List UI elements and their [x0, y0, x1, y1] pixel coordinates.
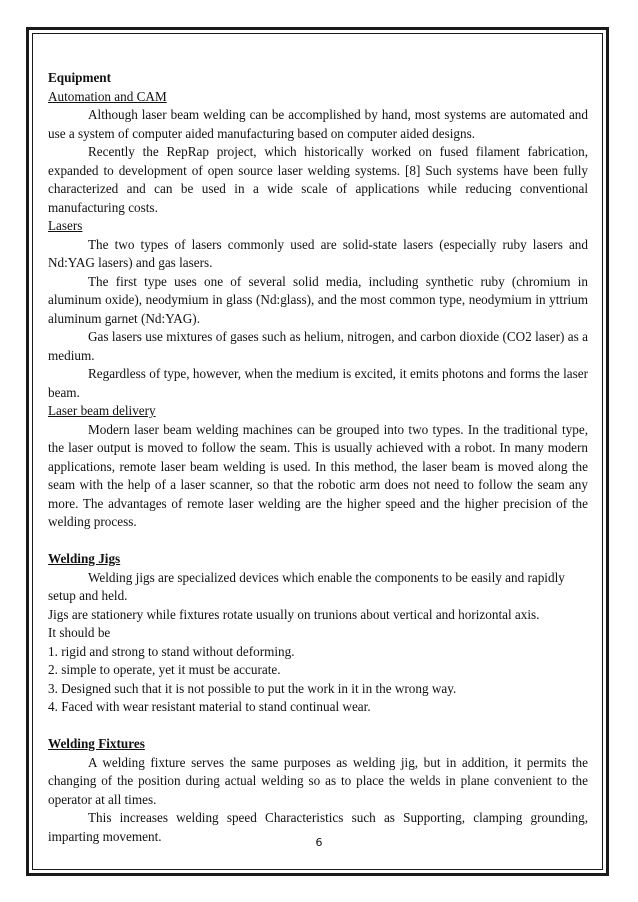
- automation-paragraph-1: Although laser beam welding can be accomplished by hand, most systems are automated and use a system of computer aided manufacturing based on computer aided designs.: [48, 107, 588, 141]
- lasers-paragraph-3: Gas lasers use mixtures of gases such as helium, nitrogen, and carbon dioxide (CO2 laser) as a medium.: [48, 329, 588, 363]
- list-item: 2. simple to operate, yet it must be accurate.: [48, 662, 281, 677]
- lasers-paragraph-4: Regardless of type, however, when the medium is excited, it emits photons and forms the laser beam.: [48, 366, 588, 400]
- list-item: 1. rigid and strong to stand without deforming.: [48, 643, 295, 659]
- lasers-paragraph-1: The two types of lasers commonly used are solid-state lasers (especially ruby lasers and Nd:YAG lasers) and gas lasers.: [48, 236, 588, 270]
- section-gap: [48, 717, 588, 736]
- fixtures-paragraph-1: A welding fixture serves the same purposes as welding jig, but in addition, it permits the changing of the position during actual welding so as to place the welds in plane convenient to the operator at all times.: [48, 754, 588, 807]
- equipment-heading: Equipment: [48, 70, 112, 85]
- automation-paragraph-2: Recently the RepRap project, which historically worked on fused filament fabrication, expanded to development of open source laser welding systems. [8] Such systems have been fully characterized and can be used in a wide scale of applications while reducing conventional manufacturing costs.: [48, 144, 588, 215]
- jigs-heading: Welding Jigs: [48, 551, 121, 566]
- lasers-heading: Lasers: [48, 218, 83, 233]
- delivery-heading: Laser beam delivery: [48, 403, 156, 418]
- fixtures-heading: Welding Fixtures: [48, 736, 145, 751]
- section-gap: [48, 532, 588, 551]
- lasers-paragraph-2: The first type uses one of several solid media, including synthetic ruby (chromium in aluminum oxide), neodymium in glass (Nd:glass), and the most common type, neodymium in yttrium aluminum garnet (Nd:YAG).: [48, 273, 588, 326]
- page-number: 6: [315, 836, 323, 849]
- page-content: [48, 69, 588, 846]
- list-item: 3. Designed such that it is not possible to put the work in it in the wrong way.: [48, 680, 457, 696]
- jigs-paragraph-3: It should be: [48, 625, 111, 640]
- automation-heading: Automation and CAM: [48, 88, 167, 104]
- jigs-paragraph-2: Jigs are stationery while fixtures rotate usually on trunions about vertical and horizontal axis.: [48, 606, 540, 622]
- delivery-paragraph-1: Modern laser beam welding machines can be grouped into two types. In the traditional type, the laser output is moved to follow the seam. This is usually achieved with a robot. In many modern applications, remote laser beam welding is used. In this method, the laser beam is moved along the seam with the help of a laser scanner, so that the robotic arm does not need to follow the seam any more. The advantages of remote laser welding are the higher speed and the higher precision of the welding process.: [48, 421, 588, 529]
- fixtures-paragraph-2: This increases welding speed Characteristics such as Supporting, clamping grounding, imparting movement.: [48, 810, 588, 844]
- jigs-paragraph-1: Welding jigs are specialized devices which enable the components to be easily and rapidly setup and held.: [48, 569, 565, 603]
- list-item: 4. Faced with wear resistant material to stand continual wear.: [48, 699, 371, 714]
